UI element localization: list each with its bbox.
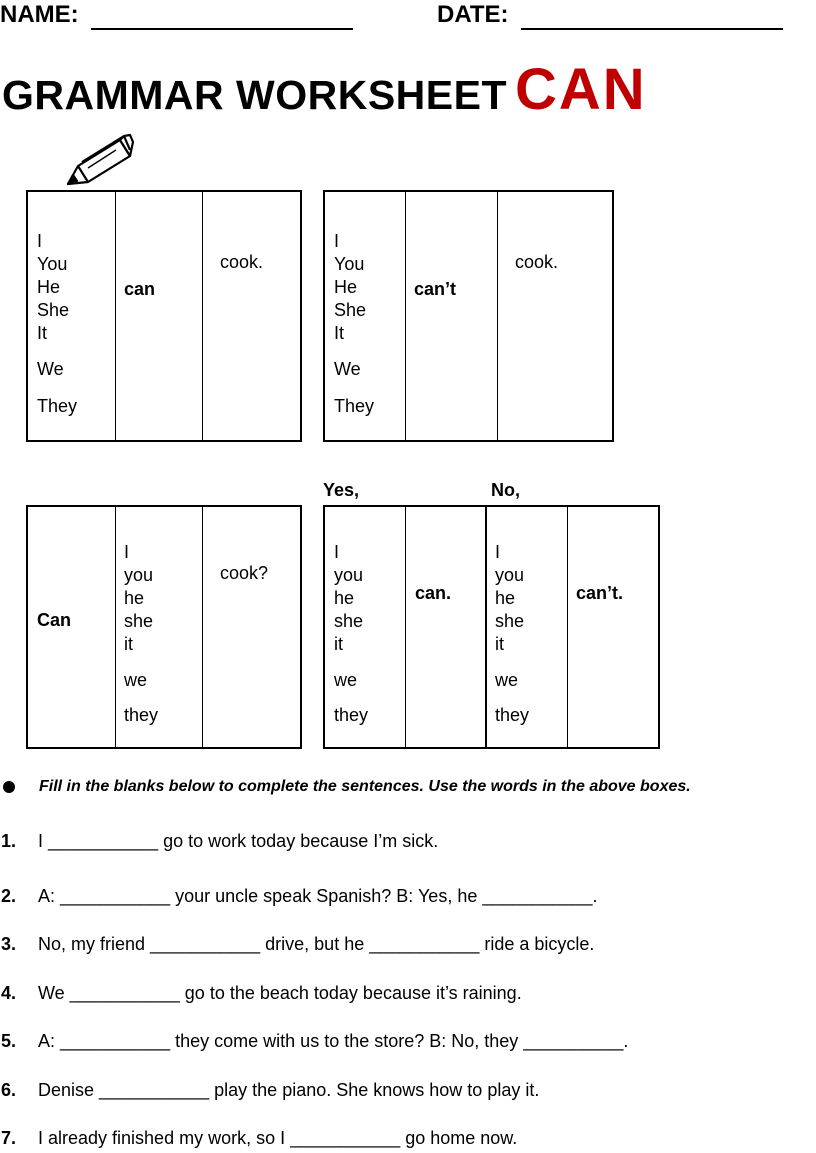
modal-can-question: Can (37, 610, 72, 630)
verb-cook: cook. (220, 252, 264, 272)
exercise-text: A: ___________ your uncle speak Spanish? B: Yes, he ___________. (38, 886, 598, 906)
question-table (26, 505, 302, 749)
exercise-text: A: ___________ they come with us to the store? B: No, they __________. (38, 1031, 629, 1051)
name-label: NAME: (0, 1, 79, 28)
date-line[interactable] (521, 4, 783, 30)
exercise-number: 4. (1, 983, 17, 1003)
exercise-number: 5. (1, 1031, 17, 1051)
yes-subject-list: I you he she it we they (334, 542, 369, 725)
affirmative-table (26, 190, 302, 442)
verb-cook: cook. (515, 252, 559, 272)
modal-can: can (124, 279, 156, 299)
exercise-number: 3. (1, 934, 17, 954)
no-label: No, (491, 480, 520, 500)
no-modal: can’t. (576, 583, 624, 603)
exercise-number: 2. (1, 886, 17, 906)
modal-cant: can’t (414, 279, 457, 299)
name-line[interactable] (91, 4, 353, 30)
exercise-text: I ___________ go to work today because I’m sick. (38, 831, 439, 851)
no-subject-list: I you he she it we they (495, 542, 530, 725)
page-title: GRAMMAR WORKSHEET (2, 72, 508, 118)
subject-list: I You He She It We They (37, 231, 78, 416)
instructions: Fill in the blanks below to complete the sentences. Use the words in the above boxes. (39, 778, 691, 795)
yes-label: Yes, (323, 480, 360, 500)
exercise-number: 1. (1, 831, 17, 851)
short-answers-table (323, 505, 660, 749)
exercise-number: 6. (1, 1080, 17, 1100)
bullet-icon (3, 781, 15, 793)
exercise-text: Denise ___________ play the piano. She knows how to play it. (38, 1080, 540, 1100)
name-field[interactable] (0, 0, 353, 30)
negative-table (323, 190, 614, 442)
pencil-icon (60, 128, 136, 188)
verb-cook-question: cook? (220, 563, 269, 583)
page-title-accent: CAN (515, 57, 647, 122)
date-label: DATE: (437, 1, 509, 28)
exercise-text: I already finished my work, so I ___________ go home now. (38, 1128, 518, 1148)
exercise-text: No, my friend ___________ drive, but he ___________ ride a bicycle. (38, 934, 595, 954)
subject-list: I you he she it we they (124, 542, 159, 725)
yes-modal: can. (415, 583, 452, 603)
subject-list: I You He She It We They (334, 231, 375, 416)
date-field[interactable] (437, 0, 783, 30)
exercise-number: 7. (1, 1128, 17, 1148)
exercise-text: We ___________ go to the beach today because it’s raining. (38, 983, 522, 1003)
